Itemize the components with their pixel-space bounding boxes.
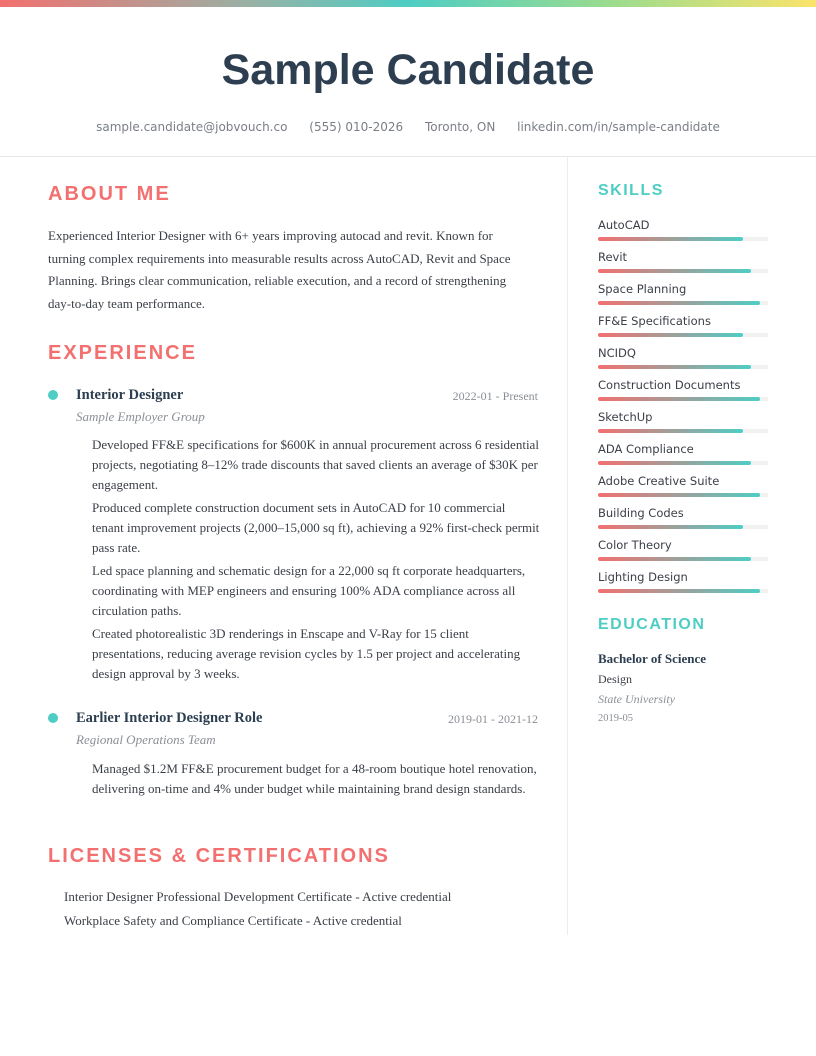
job-bullet: Managed $1.2M FF&E procurement budget for a 48-room boutique hotel renovation, delivering on-time and 4% under budget while maintaining brand design standards. bbox=[92, 761, 537, 796]
contact-line bbox=[0, 119, 816, 135]
skill-level-bar bbox=[598, 301, 760, 305]
contact-linkedin[interactable]: linkedin.com/in/sample-candidate bbox=[517, 120, 720, 134]
skill-level-track bbox=[598, 365, 768, 369]
skill-level-bar bbox=[598, 365, 751, 369]
education-degree: Bachelor of Science bbox=[598, 651, 707, 666]
skill-level-track bbox=[598, 237, 768, 241]
skill-level-bar bbox=[598, 237, 743, 241]
skill-item bbox=[598, 377, 768, 405]
skill-level-track bbox=[598, 397, 768, 401]
timeline-dot bbox=[48, 713, 58, 723]
timeline-dot bbox=[48, 390, 58, 400]
skill-name: Lighting Design bbox=[598, 570, 688, 584]
job-company: Sample Employer Group bbox=[76, 409, 205, 424]
skill-level-bar bbox=[598, 333, 743, 337]
contact-location: Toronto, ON bbox=[424, 120, 496, 134]
skill-item bbox=[598, 505, 768, 533]
certification-list bbox=[64, 885, 451, 932]
skill-level-track bbox=[598, 269, 768, 273]
skill-item bbox=[598, 249, 768, 277]
column-divider bbox=[567, 157, 568, 935]
skill-item bbox=[598, 217, 768, 245]
skill-level-track bbox=[598, 429, 768, 433]
skill-name: NCIDQ bbox=[598, 346, 636, 360]
top-gradient-bar bbox=[0, 0, 816, 7]
job-bullet: Developed FF&E specifications for $600K in annual procurement across 6 residential projects, negotiating 8–12% trade discounts that saved clients an average of $30K per engagement. bbox=[92, 437, 539, 492]
skill-name: FF&E Specifications bbox=[598, 314, 711, 328]
about-section-title: ABOUT ME bbox=[48, 183, 171, 205]
education-field: Design bbox=[598, 672, 632, 686]
skill-name: Building Codes bbox=[598, 506, 684, 520]
skill-level-bar bbox=[598, 397, 760, 401]
job-bullet: Led space planning and schematic design for a 22,000 sq ft corporate headquarters, coordinating with MEP engineers and ensuring 100% ADA compliance across all circulation paths. bbox=[92, 563, 526, 618]
skill-level-track bbox=[598, 557, 768, 561]
skill-level-track bbox=[598, 461, 768, 465]
skill-item bbox=[598, 409, 768, 437]
certification-item: Workplace Safety and Compliance Certificate - Active credential bbox=[64, 912, 402, 928]
certifications-section-title: LICENSES & CERTIFICATIONS bbox=[48, 845, 390, 867]
contact-email[interactable]: sample.candidate@jobvouch.co bbox=[96, 120, 288, 134]
skill-level-bar bbox=[598, 461, 751, 465]
job-bullet: Created photorealistic 3D renderings in Enscape and V-Ray for 15 client presentations, reducing average revision cycles by 1.5 per project and accelerating design approval by 3 weeks. bbox=[92, 626, 521, 681]
skill-item bbox=[598, 569, 768, 597]
skill-item bbox=[598, 441, 768, 469]
skill-level-track bbox=[598, 493, 768, 497]
skill-level-bar bbox=[598, 493, 760, 497]
skill-name: Color Theory bbox=[598, 538, 672, 552]
about-text: Experienced Interior Designer with 6+ years improving autocad and revit. Known for turning complex requirements into measurable results across AutoCAD, Revit and Space Planning. Brings clear communication, reliable execution, and a record of strengthening day-to-day team performance. bbox=[48, 228, 511, 311]
skill-item bbox=[598, 473, 768, 501]
skill-level-track bbox=[598, 301, 768, 305]
skill-item bbox=[598, 537, 768, 565]
skill-name: Adobe Creative Suite bbox=[598, 474, 720, 488]
skill-name: AutoCAD bbox=[598, 218, 650, 232]
job-dates: 2022-01 - Present bbox=[452, 389, 538, 403]
skill-level-bar bbox=[598, 589, 760, 593]
education-school: State University bbox=[598, 692, 675, 706]
job-bullets bbox=[92, 435, 540, 687]
skill-item bbox=[598, 313, 768, 341]
skill-level-bar bbox=[598, 429, 743, 433]
resume-header bbox=[0, 7, 816, 157]
skill-name: ADA Compliance bbox=[598, 442, 694, 456]
job-dates: 2019-01 - 2021-12 bbox=[448, 712, 538, 726]
job-title: Earlier Interior Designer Role bbox=[76, 710, 263, 726]
job-company: Regional Operations Team bbox=[76, 732, 216, 747]
skill-level-bar bbox=[598, 525, 743, 529]
skill-level-track bbox=[598, 525, 768, 529]
skill-level-track bbox=[598, 589, 768, 593]
skill-level-bar bbox=[598, 557, 751, 561]
certification-item: Interior Designer Professional Development Certificate - Active credential bbox=[64, 889, 452, 904]
experience-section-title: EXPERIENCE bbox=[48, 342, 197, 364]
skill-name: Revit bbox=[598, 250, 628, 264]
skill-item bbox=[598, 345, 768, 373]
job-title: Interior Designer bbox=[76, 387, 184, 403]
skill-item bbox=[598, 281, 768, 309]
education-section-title: EDUCATION bbox=[598, 616, 706, 633]
contact-phone[interactable]: (555) 010-2026 bbox=[309, 120, 404, 134]
candidate-name: Sample Candidate bbox=[221, 46, 595, 94]
education-date: 2019-05 bbox=[598, 713, 633, 724]
skill-level-track bbox=[598, 333, 768, 337]
skill-name: SketchUp bbox=[598, 410, 653, 424]
skills-section-title: SKILLS bbox=[598, 182, 664, 199]
skill-name: Space Planning bbox=[598, 282, 687, 296]
job-bullets bbox=[92, 759, 540, 802]
job-bullet: Produced complete construction document sets in AutoCAD for 10 commercial tenant improvement projects (2,000–15,000 sq ft), achieving a 92% first-check permit pass rate. bbox=[92, 500, 540, 555]
skill-level-bar bbox=[598, 269, 751, 273]
skill-name: Construction Documents bbox=[598, 378, 741, 392]
